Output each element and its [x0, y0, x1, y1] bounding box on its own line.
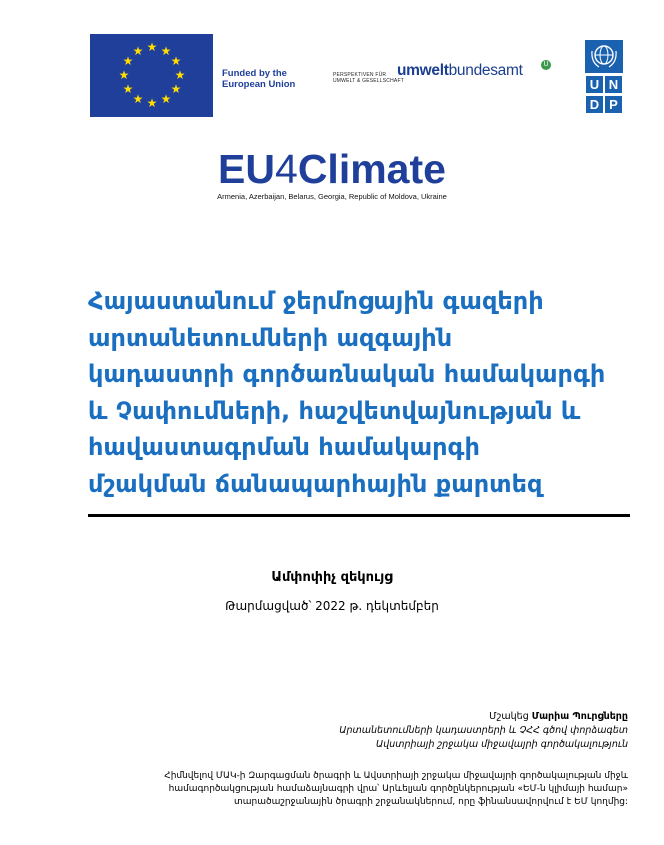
uba-badge-icon: U: [541, 60, 551, 70]
undp-emblem-icon: [585, 40, 623, 73]
undp-letter-u: U: [586, 76, 603, 93]
document-title: [88, 283, 633, 502]
eu4climate-logo: [0, 146, 664, 192]
uba-tagline-line1: PERSPEKTIVEN FÜR: [333, 72, 387, 78]
title-line: մշակման ճանապարհային քարտեզ: [88, 469, 543, 498]
author-line: [339, 710, 628, 724]
title-line: և Չափումների, հաշվետվայնության և: [88, 396, 581, 425]
funding-note-line: Հիմնվելով ՄԱԿ-ի Զարգացման ծրագրի և Ավստրիայի շրջակա միջավայրի գործակալության միջև: [164, 771, 628, 781]
funding-note: [68, 770, 628, 809]
undp-letter-d: D: [586, 96, 603, 113]
summary-label: Ամփոփիչ զեկույց: [271, 570, 393, 585]
author-prefix: Մշակեց: [489, 711, 532, 722]
update-date: Թարմացված՝ 2022 թ. դեկտեմբեր: [225, 599, 439, 613]
undp-letter-n: N: [605, 76, 622, 93]
eu-funding-line2: European Union: [222, 79, 296, 90]
eu4climate-countries: Armenia, Azerbaijan, Belarus, Georgia, Republic of Moldova, Ukraine: [217, 192, 447, 201]
author-block: [339, 710, 628, 752]
eu4climate-part3: Climate: [297, 146, 446, 192]
eu4climate-part1: EU: [218, 146, 276, 192]
uba-tagline-line2: UMWELT & GESELLSCHAFT: [333, 78, 404, 84]
undp-letter-p: P: [605, 96, 622, 113]
undp-logo: [585, 40, 623, 115]
eu-funding-label: [222, 68, 295, 90]
title-line: արտանետումների ազգային: [88, 323, 453, 352]
eu-funding-line1: Funded by the: [222, 68, 287, 79]
umweltbundesamt-logo: [333, 58, 558, 90]
uba-wordmark: [397, 62, 523, 80]
uba-wordmark-light: bundesamt: [448, 62, 523, 79]
author-organization: Ավստրիայի շրջակա միջավայրի գործակալություն: [375, 739, 628, 750]
funding-note-line: տարածաշրջանային ծրագրի շրջանակներում, որը ֆինանսավորվում է ԵՄ կողմից:: [233, 797, 628, 807]
title-line: հավաստագրման համակարգի: [88, 433, 480, 461]
title-line: Հայաստանում ջերմոցային գազերի: [88, 287, 544, 315]
uba-tagline: [333, 72, 404, 84]
author-name: Մարիա Պուրցները: [531, 711, 628, 722]
eu-flag-icon: ★ ★ ★ ★ ★ ★ ★ ★ ★ ★ ★ ★: [90, 34, 213, 117]
eu4climate-part2: 4: [275, 146, 298, 192]
funding-note-line: համագործակցության համաձայնագրի վրա՝ Արևելյան գործընկերության «ԵՄ-ն կլիմայի համար»: [168, 784, 628, 794]
uba-wordmark-bold: umwelt: [397, 62, 449, 79]
title-line: կադաստրի գործառնական համակարգի: [88, 360, 606, 388]
author-role: Արտանետումների կադաստրերի և ՉՀՀ գծով փորձագետ: [339, 725, 628, 736]
title-divider: [88, 514, 630, 517]
